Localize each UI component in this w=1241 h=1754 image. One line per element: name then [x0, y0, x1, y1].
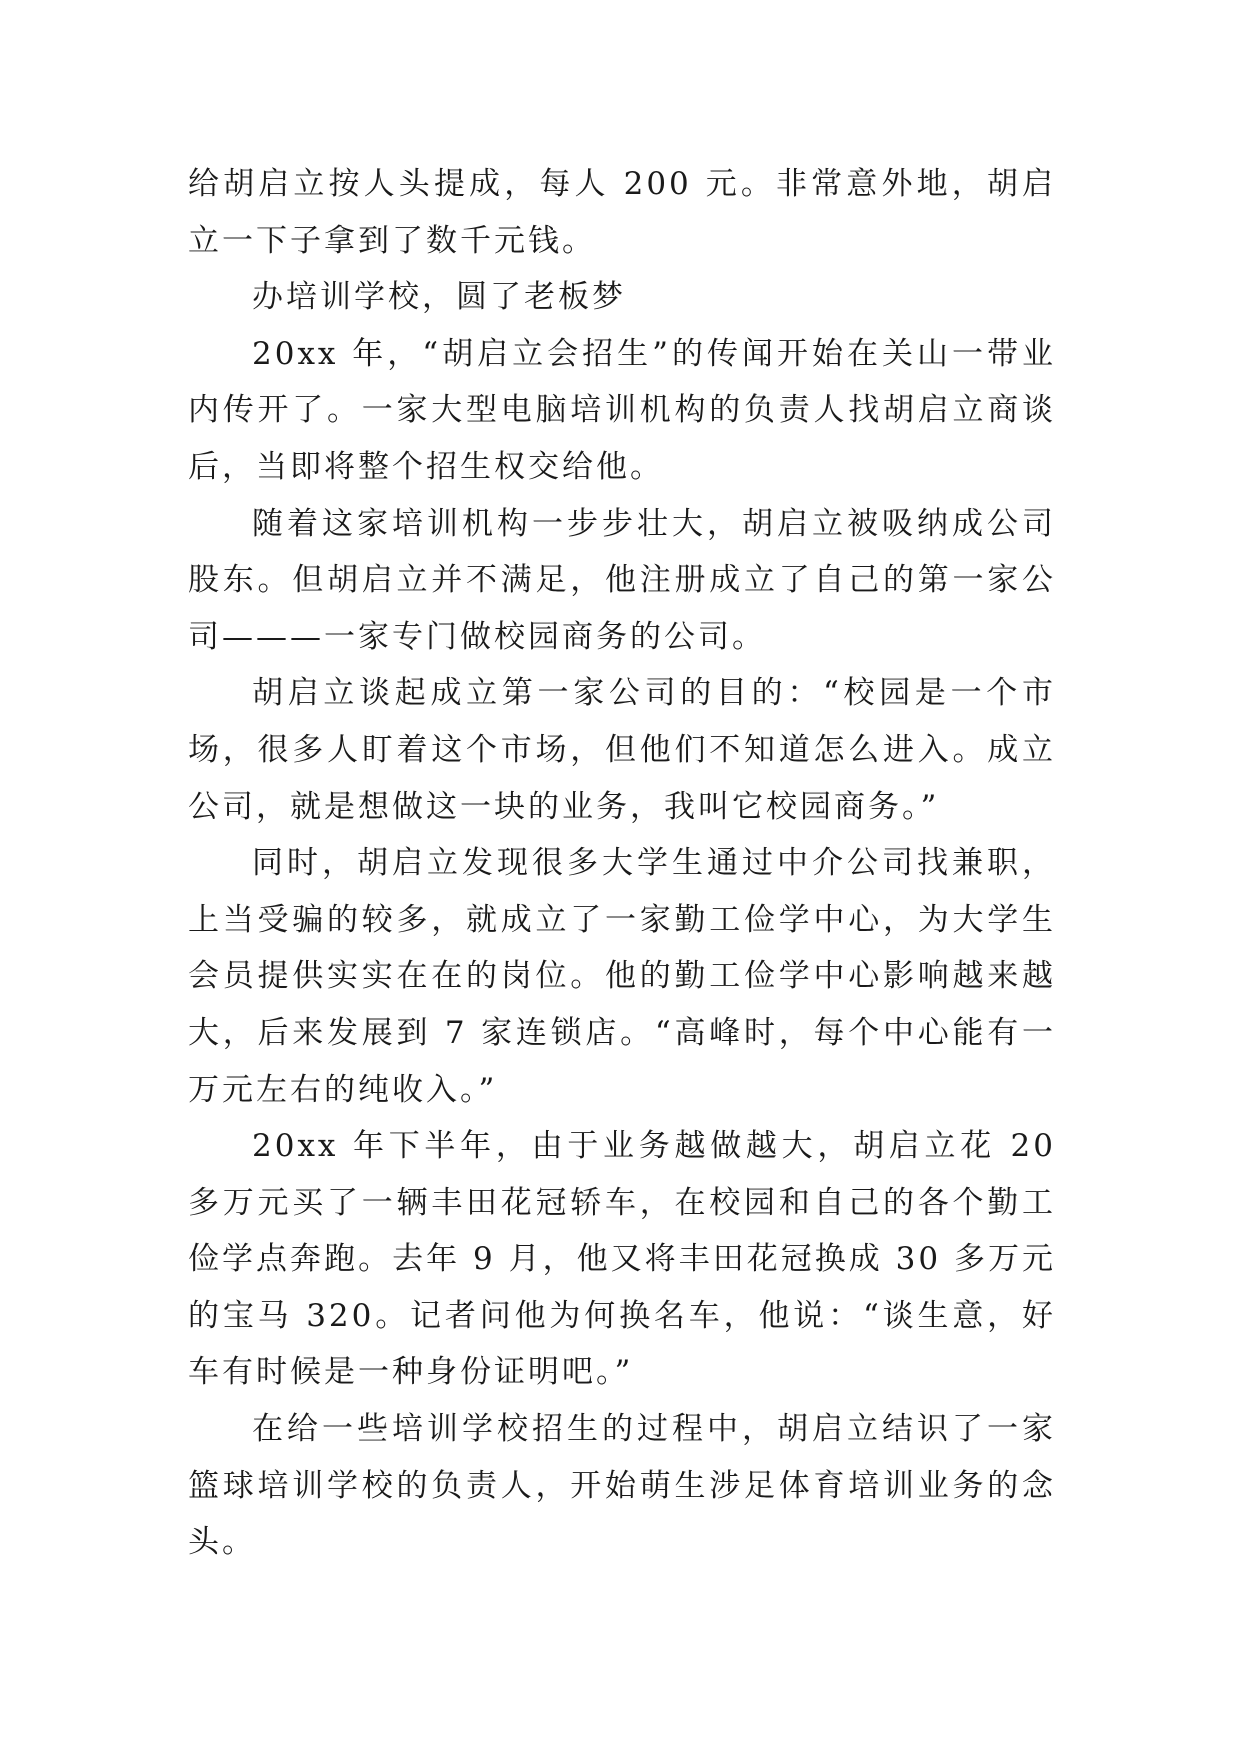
- paragraph: 随着这家培训机构一步步壮大，胡启立被吸纳成公司股东。但胡启立并不满足，他注册成立了自己的第一家公司———一家专门做校园商务的公司。: [188, 505, 1056, 655]
- paragraph: 20xx 年下半年，由于业务越做越大，胡启立花 20 多万元买了一辆丰田花冠轿车，在校园和自己的各个勤工俭学点奔跑。去年 9 月，他又将丰田花冠换成 30 多万元的宝马 320。记者问他为何换名车，他说：“谈生意，好车有时候是一种身份证明吧。”: [188, 1128, 1056, 1391]
- paragraph: 20xx 年，“胡启立会招生”的传闻开始在关山一带业内传开了。一家大型电脑培训机构的负责人找胡启立商谈后，当即将整个招生权交给他。: [188, 335, 1056, 485]
- paragraph: 同时，胡启立发现很多大学生通过中介公司找兼职，上当受骗的较多，就成立了一家勤工俭学中心，为大学生会员提供实实在在的岗位。他的勤工俭学中心影响越来越大，后来发展到 7 家连锁店。“高峰时，每个中心能有一万元左右的纯收入。”: [188, 845, 1056, 1108]
- section-heading: 办培训学校，圆了老板梦: [252, 279, 626, 316]
- paragraph: 胡启立谈起成立第一家公司的目的：“校园是一个市场，很多人盯着这个市场，但他们不知道怎么进入。成立公司，就是想做这一块的业务，我叫它校园商务。”: [188, 675, 1056, 825]
- paragraph: 给胡启立按人头提成，每人 200 元。非常意外地，胡启立一下子拿到了数千元钱。: [188, 166, 1056, 259]
- document-body: [188, 156, 1056, 1571]
- paragraph: 在给一些培训学校招生的过程中，胡启立结识了一家篮球培训学校的负责人，开始萌生涉足体育培训业务的念头。: [188, 1411, 1056, 1561]
